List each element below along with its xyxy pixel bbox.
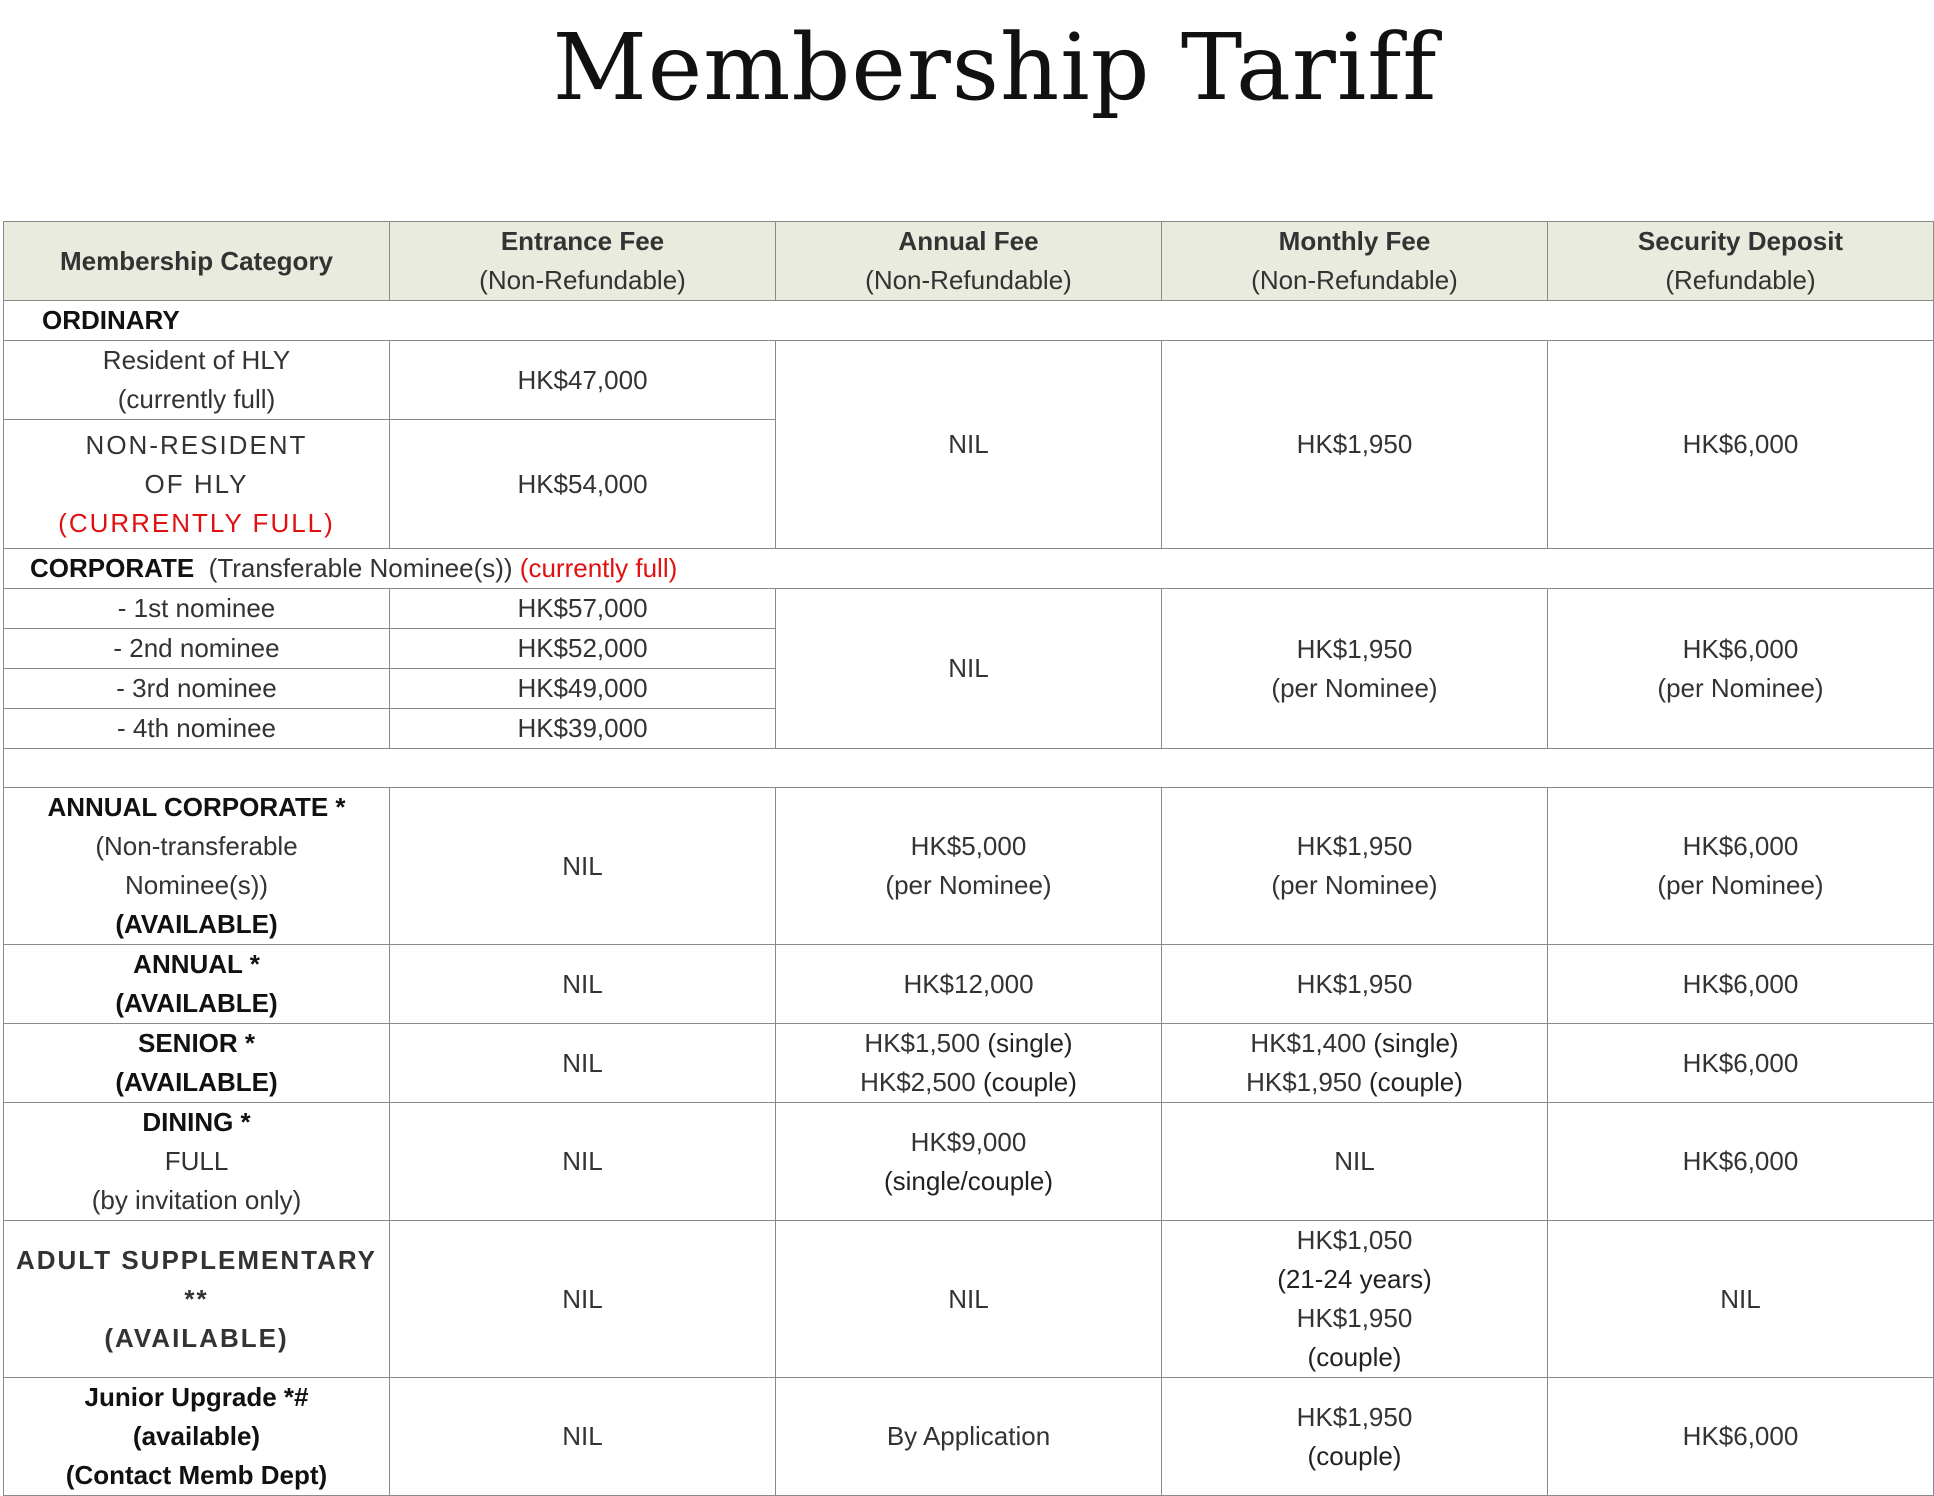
table-row — [4, 1024, 1934, 1103]
category-nominee-2: - 2nd nominee — [4, 629, 390, 669]
tariff-table — [3, 221, 1934, 1496]
category-junior-upgrade: Junior Upgrade *# (available) (Contact Memb Dept) — [4, 1378, 390, 1496]
entrance-nonresident: HK$54,000 — [390, 420, 776, 549]
table-row — [4, 1221, 1934, 1378]
monthly-senior: HK$1,400 (single) HK$1,950 (couple) — [1162, 1024, 1548, 1103]
monthly-adult-supplementary: HK$1,050 (21-24 years) HK$1,950 (couple) — [1162, 1221, 1548, 1378]
deposit-adult-supplementary: NIL — [1548, 1221, 1934, 1378]
monthly-junior-upgrade: HK$1,950 (couple) — [1162, 1378, 1548, 1496]
header-row — [4, 222, 1934, 301]
header-security-deposit: Security Deposit (Refundable) — [1548, 222, 1934, 301]
entrance-nominee-1: HK$57,000 — [390, 589, 776, 629]
deposit-dining: HK$6,000 — [1548, 1103, 1934, 1221]
deposit-senior: HK$6,000 — [1548, 1024, 1934, 1103]
category-senior: SENIOR * (AVAILABLE) — [4, 1024, 390, 1103]
section-row-corporate — [4, 549, 1934, 589]
category-annual: ANNUAL * (AVAILABLE) — [4, 945, 390, 1024]
table-row — [4, 1378, 1934, 1496]
category-adult-supplementary: ADULT SUPPLEMENTARY ** (AVAILABLE) — [4, 1221, 390, 1378]
monthly-annual: HK$1,950 — [1162, 945, 1548, 1024]
section-row-ordinary — [4, 301, 1934, 341]
deposit-annual-corporate: HK$6,000 (per Nominee) — [1548, 788, 1934, 945]
annual-annual: HK$12,000 — [776, 945, 1162, 1024]
entrance-nominee-2: HK$52,000 — [390, 629, 776, 669]
deposit-ordinary: HK$6,000 — [1548, 341, 1934, 549]
monthly-annual-corporate: HK$1,950 (per Nominee) — [1162, 788, 1548, 945]
deposit-annual: HK$6,000 — [1548, 945, 1934, 1024]
annual-junior-upgrade: By Application — [776, 1378, 1162, 1496]
category-nominee-3: - 3rd nominee — [4, 669, 390, 709]
deposit-junior-upgrade: HK$6,000 — [1548, 1378, 1934, 1496]
header-category: Membership Category — [4, 222, 390, 301]
category-nominee-1: - 1st nominee — [4, 589, 390, 629]
category-nominee-4: - 4th nominee — [4, 709, 390, 749]
annual-dining: HK$9,000 (single/couple) — [776, 1103, 1162, 1221]
header-entrance-fee: Entrance Fee (Non-Refundable) — [390, 222, 776, 301]
entrance-annual: NIL — [390, 945, 776, 1024]
monthly-corporate: HK$1,950 (per Nominee) — [1162, 589, 1548, 749]
annual-adult-supplementary: NIL — [776, 1221, 1162, 1378]
spacer-cell — [4, 749, 1934, 788]
entrance-nominee-4: HK$39,000 — [390, 709, 776, 749]
category-dining: DINING * FULL (by invitation only) — [4, 1103, 390, 1221]
spacer-row — [4, 749, 1934, 788]
entrance-nominee-3: HK$49,000 — [390, 669, 776, 709]
category-resident: Resident of HLY (currently full) — [4, 341, 390, 420]
monthly-ordinary: HK$1,950 — [1162, 341, 1548, 549]
section-label-ordinary: ORDINARY — [4, 301, 1934, 341]
entrance-adult-supplementary: NIL — [390, 1221, 776, 1378]
annual-corporate: NIL — [776, 589, 1162, 749]
header-monthly-fee: Monthly Fee (Non-Refundable) — [1162, 222, 1548, 301]
annual-senior: HK$1,500 (single) HK$2,500 (couple) — [776, 1024, 1162, 1103]
section-label-corporate: CORPORATE (Transferable Nominee(s)) (currently full) — [4, 549, 1934, 589]
table-row — [4, 341, 1934, 420]
entrance-senior: NIL — [390, 1024, 776, 1103]
table-row — [4, 788, 1934, 945]
annual-annual-corporate: HK$5,000 (per Nominee) — [776, 788, 1162, 945]
entrance-dining: NIL — [390, 1103, 776, 1221]
category-annual-corporate: ANNUAL CORPORATE * (Non-transferable Nominee(s)) (AVAILABLE) — [4, 788, 390, 945]
annual-ordinary: NIL — [776, 341, 1162, 549]
table-row — [4, 1103, 1934, 1221]
deposit-corporate: HK$6,000 (per Nominee) — [1548, 589, 1934, 749]
entrance-annual-corporate: NIL — [390, 788, 776, 945]
table-row — [4, 945, 1934, 1024]
page-title: Membership Tariff — [552, 14, 1438, 121]
header-annual-fee: Annual Fee (Non-Refundable) — [776, 222, 1162, 301]
category-nonresident: NON-RESIDENT OF HLY (CURRENTLY FULL) — [4, 420, 390, 549]
table-row — [4, 589, 1934, 629]
entrance-resident: HK$47,000 — [390, 341, 776, 420]
entrance-junior-upgrade: NIL — [390, 1378, 776, 1496]
monthly-dining: NIL — [1162, 1103, 1548, 1221]
